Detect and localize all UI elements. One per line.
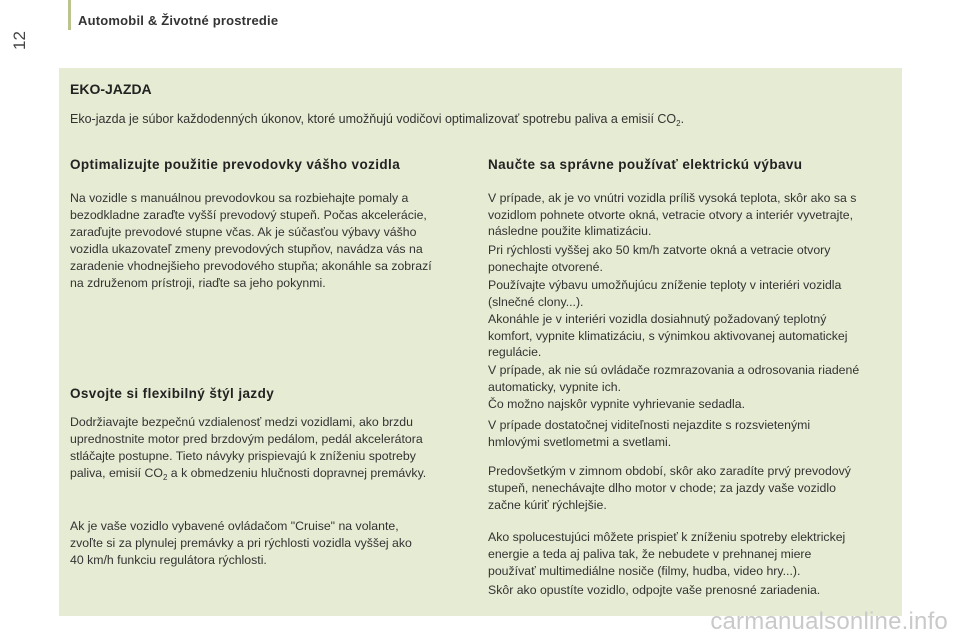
heading-electrical: Naučte sa správne používať elektrickú výbavu — [488, 157, 803, 172]
paragraph-winter: Predovšetkým v zimnom období, skôr ako zaradíte prvý prevodový stupeň, nenechávajte dlho motor v chode; za jazdy vaše vozidlo začne kúriť rýchlejšie. — [488, 464, 851, 512]
paragraph-climate: Akonáhle je v interiéri vozidla dosiahnutý požadovaný teplotný komfort, vypnite klimatizáciu, s výnimkou aktivovanej automatickej regulácie. — [488, 312, 848, 359]
paragraph-passenger: Ako spolucestujúci môžete prispieť k zníženiu spotreby elektrickej energie a teda aj paliva tak, že nebudete v prehnanej miere používať multimediálne nosiče (filmy, hudba, video hry...). — [488, 530, 846, 578]
paragraph-windows: Pri rýchlosti vyššej ako 50 km/h zatvorte okná a vetracie otvory ponechajte otvorené. — [488, 243, 831, 274]
section-marker-bar — [68, 0, 71, 30]
watermark: carmanualsonline.info — [710, 608, 948, 635]
paragraph-seat-heating: Čo možno najskôr vypnite vyhrievanie sedadla. — [488, 397, 746, 411]
paragraph-gearbox: Na vozidle s manuálnou prevodovkou sa rozbiehajte pomaly a bezodkladne zaraďte vyšší prevodový stupeň. Počas akcelerácie, zaraďujte prevodové stupne včas. Ak je súčasťou výbavy vášho vozidla ukazovateľ zmeny prevodových stupňov, navádza vás na zaradenie vhodnejšieho prevodového stupňa; akonáhle sa zobrazí na združenom prístroji, riaďte sa jeho pokynmi. — [70, 191, 432, 290]
paragraph-devices: Skôr ako opustíte vozidlo, odpojte vaše prenosné zariadenia. — [488, 583, 821, 597]
paragraph-ventilation: V prípade, ak je vo vnútri vozidla príliš vysoká teplota, skôr ako sa s vozidlom pohnete otvorte okná, vetracie otvory a interiér vyvetrajte, následne použite klimatizáciu. — [488, 191, 857, 238]
section-title: EKO-JAZDA — [70, 81, 152, 97]
heading-gearbox: Optimalizujte použitie prevodovky vášho vozidla — [70, 157, 401, 172]
heading-driving-style: Osvojte si flexibilný štýl jazdy — [70, 386, 275, 401]
page-number: 12 — [10, 31, 29, 50]
paragraph-driving-style: Dodržiavajte bezpečnú vzdialenosť medzi vozidlami, ako brzdu uprednostnite motor pred brzdovým pedálom, pedál akcelerátora stláčajte postupne. Tieto návyky prispievajú k zníženiu spotreby paliva, emisií $CO_2$ a k obmedzeniu hlučnosti dopravnej premávky. — [70, 415, 427, 482]
paragraph-sunshades: Používajte výbavu umožňujúcu zníženie teploty v interiéri vozidla (slnečné clony...). — [488, 278, 842, 309]
paragraph-cruise: Ak je vaše vozidlo vybavené ovládačom "Cruise" na volante, zvoľte si za plynulej premávky a pri rýchlosti vozidla vyššej ako 40 km/h funkciu regulátora rýchlosti. — [70, 519, 412, 567]
paragraph-defrost: V prípade, ak nie sú ovládače rozmrazovania a odrosovania riadené automaticky, vypnite ich. — [488, 363, 860, 394]
intro-text: Eko-jazda je súbor každodenných úkonov, ktoré umožňujú vodičovi optimalizovať spotrebu paliva a emisií $CO_2$. — [70, 112, 685, 128]
chapter-title: Automobil & Životné prostredie — [78, 13, 279, 28]
paragraph-fog-lights: V prípade dostatočnej viditeľnosti nejazdite s rozsvietenými hmlovými svetlometmi a svetlami. — [488, 418, 811, 449]
